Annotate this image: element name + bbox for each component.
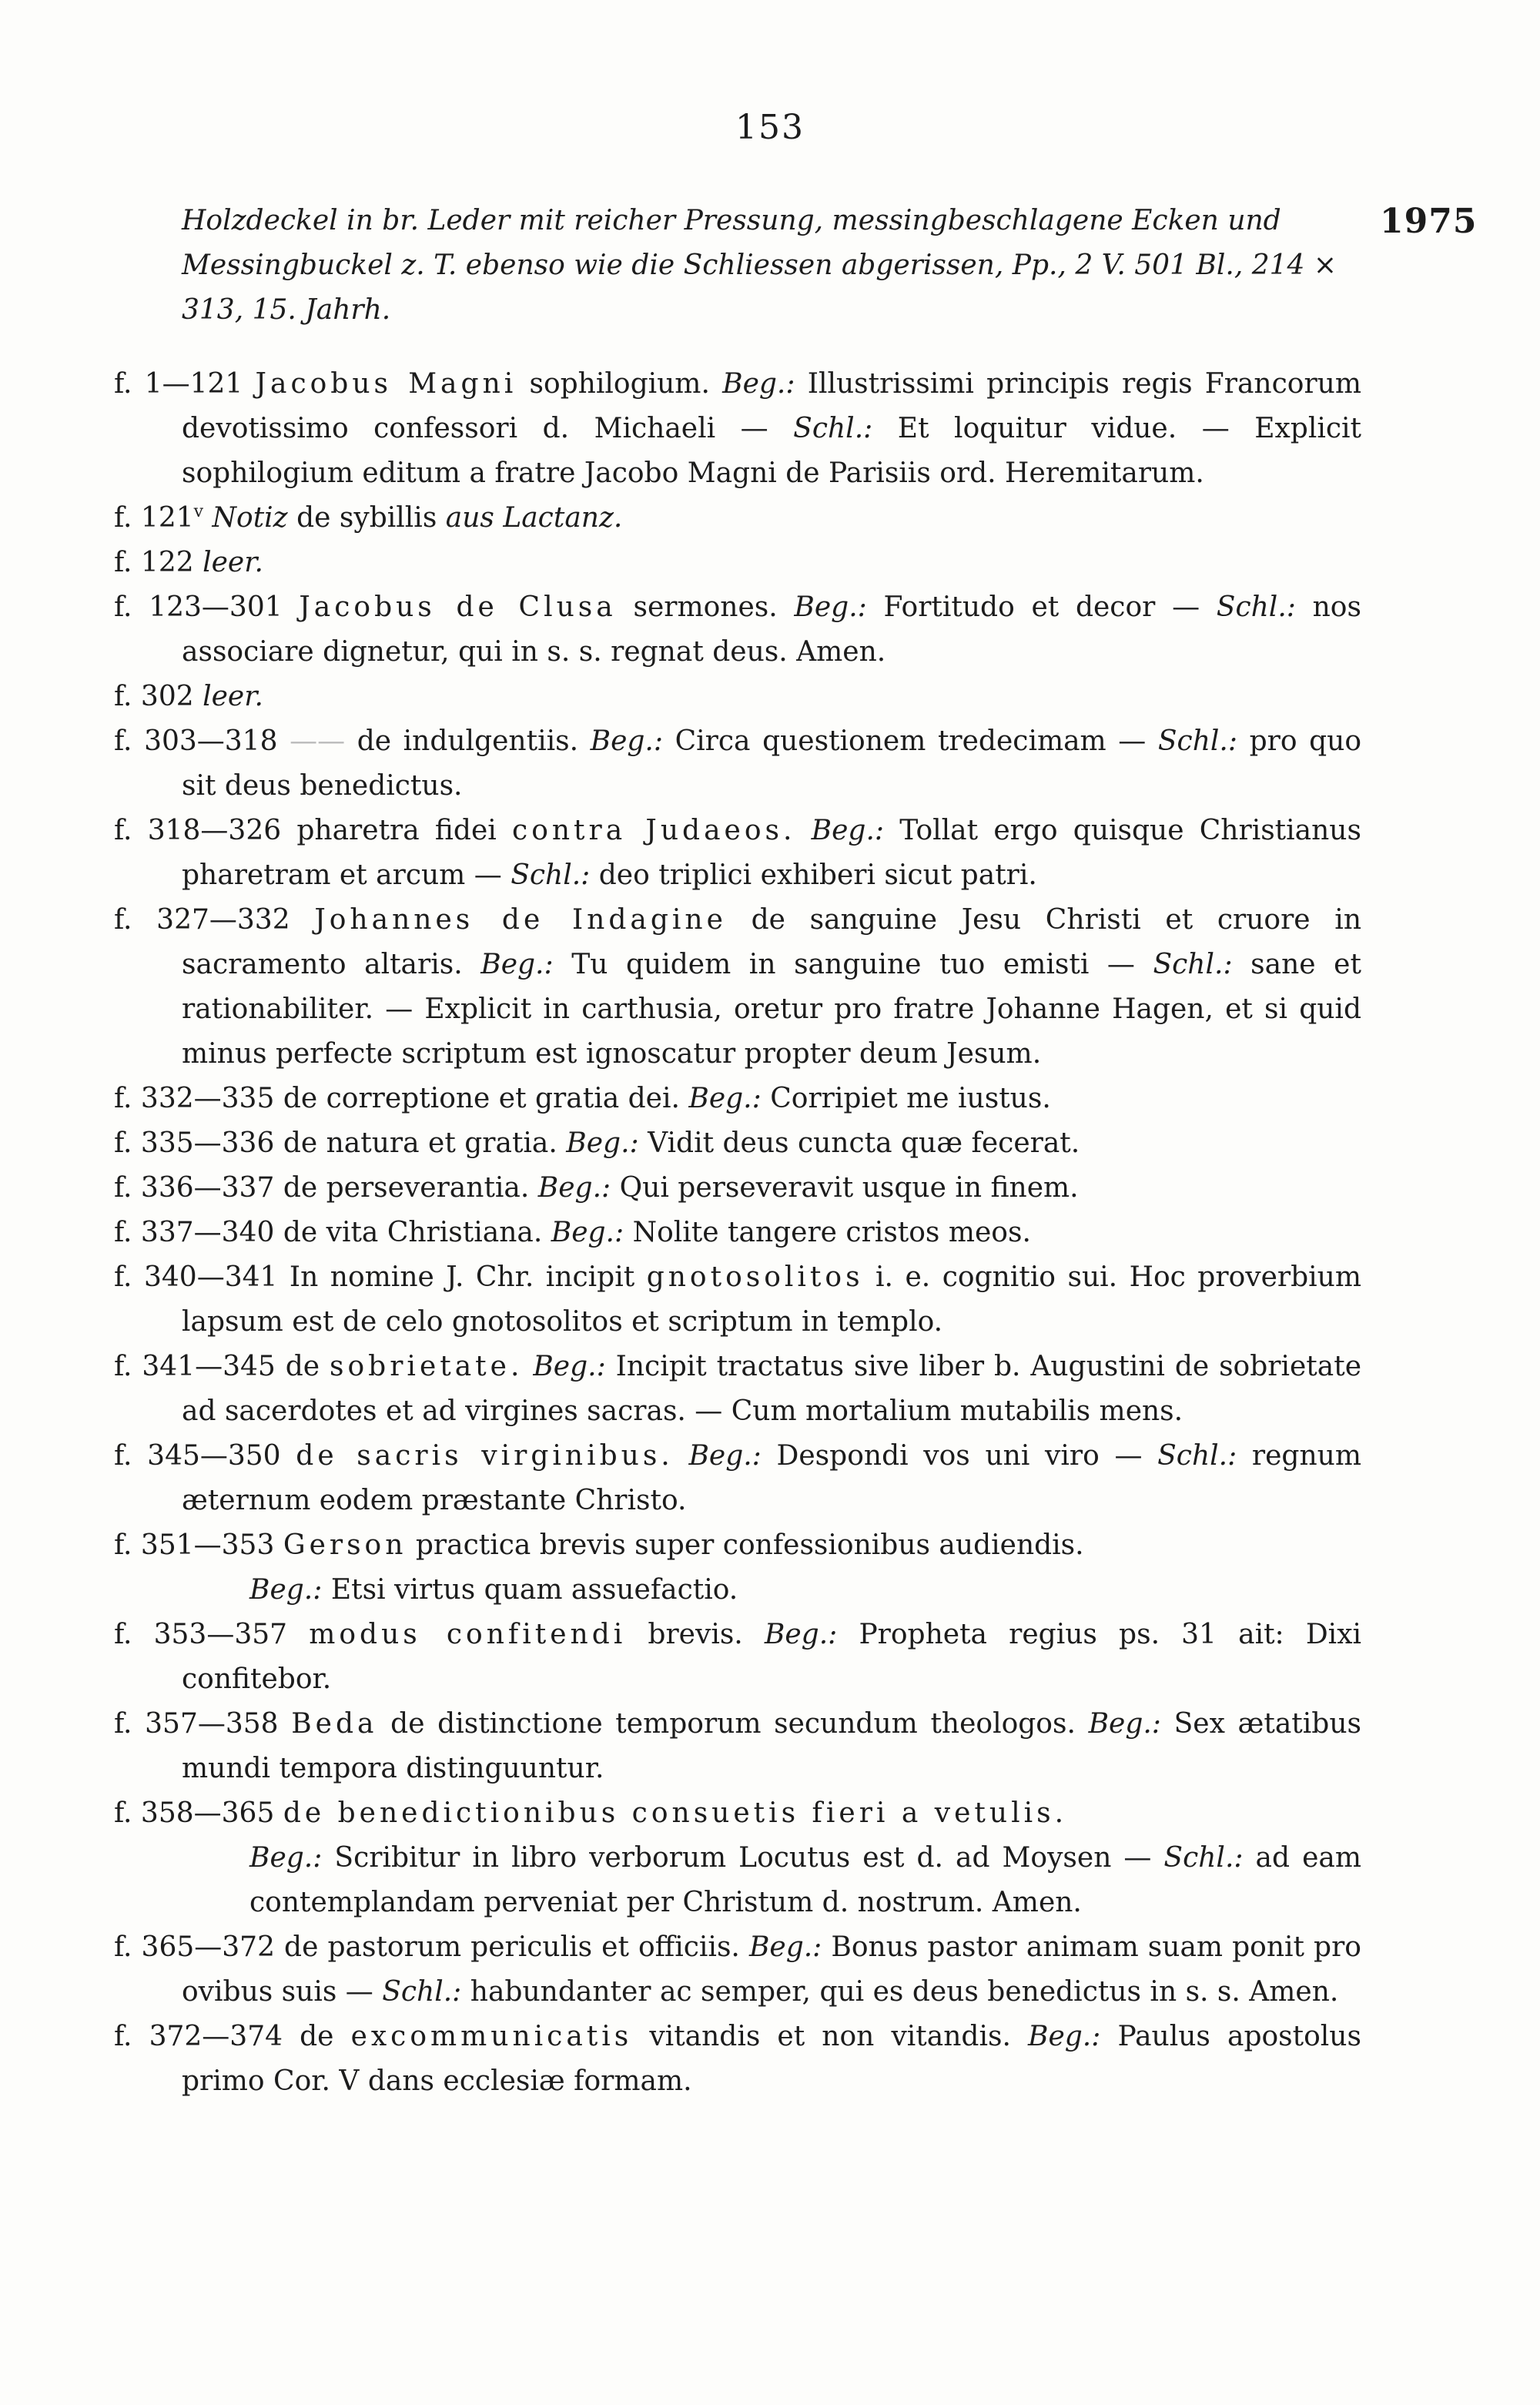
list-item: f. 1—121 Jacobus Magni sophilogium. Beg.: Illustrissimi principis regis Francorum devotissimo confessori d. Michaeli — Schl.: Et loquitur vidue. — Explicit sophilogium editum a fratre Jacobo Magni de Parisiis ord. Heremitarum. — [114, 368, 1361, 489]
list-item: f. 122 leer. — [114, 547, 263, 578]
page-number: 153 — [735, 108, 805, 147]
list-item: f. 303—318 —— de indulgentiis. Beg.: Circa questionem tredecimam — Schl.: pro quo sit deus benedictus. — [114, 725, 1361, 802]
list-item: f. 318—326 pharetra fidei contra Judaeos. Beg.: Tollat ergo quisque Christianus pharetram et arcum — Schl.: deo triplici exhiberi sicut patri. — [114, 815, 1361, 891]
list-item: f. 351—353 Gerson practica brevis super confessionibus audiendis. Beg.: Etsi virtus quam assuefactio. — [114, 1529, 1084, 1606]
list-item: f. 353—357 modus confitendi brevis. Beg.: Propheta regius ps. 31 ait: Dixi confitebor. — [114, 1619, 1362, 1695]
list-item: f. 121$^v$ Notiz de sybillis aus Lactanz. — [114, 502, 623, 534]
list-item: f. 123—301 Jacobus de Clusa sermones. Beg.: Fortitudo et decor — Schl.: nos associare dignetur, qui in s. s. regnat deus. Amen. — [114, 591, 1361, 668]
list-item: f. 327—332 Johannes de Indagine de sanguine Jesu Christi et cruore in sacramento altaris. Beg.: Tu quidem in sanguine tuo emisti — Schl.: sane et rationabiliter. — Explicit in carthusia, oretur pro fratre Johanne Hagen, et si quid minus perfecte scriptum est ignoscatur propter deum Jesum. — [114, 904, 1362, 1070]
list-item: f. 365—372 de pastorum periculis et officiis. Beg.: Bonus pastor animam suam ponit pro ovibus suis — Schl.: habundanter ac semper, qui es deus benedictus in s. s. Amen. — [114, 1931, 1361, 2008]
manuscript-number: 1975 — [1380, 202, 1478, 241]
list-item: f. 336—337 de perseverantia. Beg.: Qui perseveravit usque in finem. — [114, 1172, 1079, 1204]
list-item: f. 358—365 de benedictionibus consuetis fieri a vetulis. Beg.: Scribitur in libro verborum Locutus est d. ad Moysen — Schl.: ad eam contemplandam perveniat per Christum d. nostrum. Amen. — [114, 1797, 1361, 1918]
list-item: f. 357—358 Beda de distinctione temporum secundum theologos. Beg.: Sex ætatibus mundi tempora distinguuntur. — [114, 1708, 1361, 1784]
contents-list — [114, 362, 1361, 2104]
list-item: f. 337—340 de vita Christiana. Beg.: Nolite tangere cristos meos. — [114, 1217, 1031, 1248]
list-item: f. 340—341 In nomine J. Chr. incipit gnotosolitos i. e. cognitio sui. Hoc proverbium lapsum est de celo gnotosolitos et scriptum in templo. — [114, 1261, 1361, 1338]
list-item: f. 335—336 de natura et gratia. Beg.: Vidit deus cuncta quæ fecerat. — [114, 1127, 1080, 1159]
list-item: f. 332—335 de correptione et gratia dei. Beg.: Corripiet me iustus. — [114, 1083, 1051, 1114]
manuscript-description: Holzdeckel in br. Leder mit reicher Pressung, messingbeschlagene Ecken und Messingbuckel z. T. ebenso wie die Schliessen abgerissen, Pp., 2 V. 501 Bl., 214 × 313, 15. Jahrh. — [182, 205, 1337, 326]
list-item: f. 302 leer. — [114, 681, 263, 712]
list-item: f. 341—345 de sobrietate. Beg.: Incipit tractatus sive liber b. Augustini de sobrietate ad sacerdotes et ad virgines sacras. — Cum mortalium mutabilis mens. — [114, 1351, 1362, 1427]
list-item: f. 372—374 de excommunicatis vitandis et non vitandis. Beg.: Paulus apostolus primo Cor. V dans ecclesiæ formam. — [114, 2021, 1361, 2097]
list-item: f. 345—350 de sacris virginibus. Beg.: Despondi vos uni viro — Schl.: regnum æternum eodem præstante Christo. — [114, 1440, 1361, 1516]
